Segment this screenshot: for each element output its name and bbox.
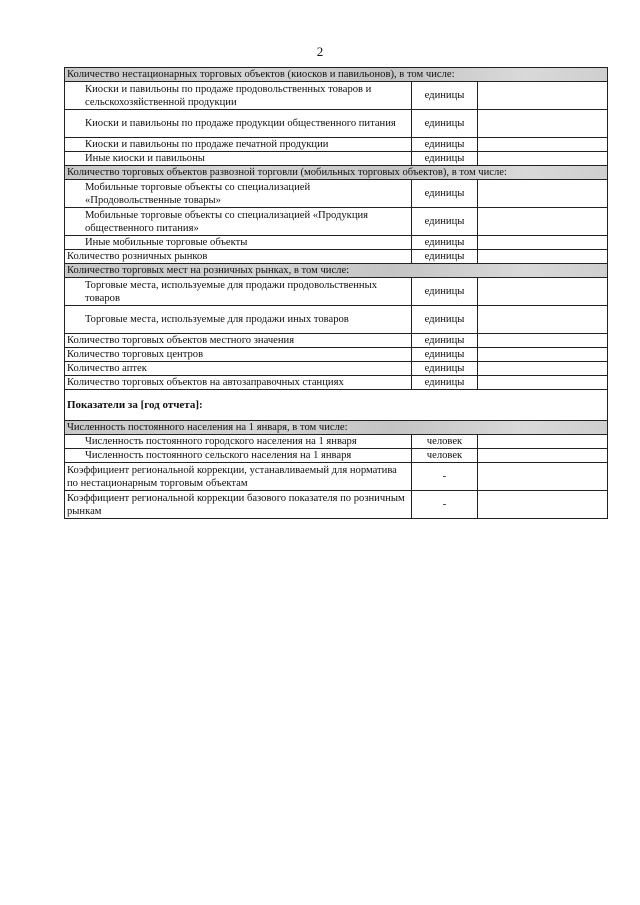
indicator-label: Количество торговых объектов местного значения — [65, 334, 412, 348]
indicator-label: Торговые места, используемые для продажи продовольственных товаров — [65, 278, 412, 306]
unit-cell: единицы — [412, 82, 478, 110]
indicator-label: Количество торговых центров — [65, 348, 412, 362]
table-row — [65, 138, 608, 152]
value-cell[interactable] — [478, 250, 608, 264]
unit-cell: единицы — [412, 376, 478, 390]
table-row — [65, 250, 608, 264]
indicator-label: Мобильные торговые объекты со специализацией «Продовольственные товары» — [65, 180, 412, 208]
unit-cell: единицы — [412, 152, 478, 166]
value-cell[interactable] — [478, 376, 608, 390]
section-header-label: Численность постоянного населения на 1 января, в том числе: — [65, 421, 608, 435]
unit-cell: единицы — [412, 208, 478, 236]
unit-cell: единицы — [412, 278, 478, 306]
table-row — [65, 348, 608, 362]
value-cell[interactable] — [478, 348, 608, 362]
section-header-row — [65, 166, 608, 180]
indicator-label: Численность постоянного городского населения на 1 января — [65, 435, 412, 449]
indicators-table-body — [65, 68, 608, 519]
indicator-label: Киоски и павильоны по продаже продовольственных товаров и сельскохозяйственной продукции — [65, 82, 412, 110]
indicators-table — [64, 67, 608, 519]
value-cell[interactable] — [478, 435, 608, 449]
report-year-heading: Показатели за [год отчета]: — [65, 390, 608, 421]
indicator-label: Коэффициент региональной коррекции базового показателя по розничным рынкам — [65, 491, 412, 519]
value-cell[interactable] — [478, 236, 608, 250]
table-row — [65, 152, 608, 166]
indicator-label: Иные киоски и павильоны — [65, 152, 412, 166]
report-year-heading-row — [65, 390, 608, 421]
indicator-label: Торговые места, используемые для продажи иных товаров — [65, 306, 412, 334]
unit-cell: человек — [412, 435, 478, 449]
value-cell[interactable] — [478, 138, 608, 152]
table-row — [65, 110, 608, 138]
value-cell[interactable] — [478, 306, 608, 334]
unit-cell: единицы — [412, 138, 478, 152]
table-row — [65, 236, 608, 250]
value-cell[interactable] — [478, 82, 608, 110]
unit-cell: - — [412, 463, 478, 491]
section-header-label: Количество нестационарных торговых объектов (киосков и павильонов), в том числе: — [65, 68, 608, 82]
unit-cell: единицы — [412, 250, 478, 264]
unit-cell: единицы — [412, 362, 478, 376]
table-row — [65, 449, 608, 463]
table-row — [65, 362, 608, 376]
unit-cell: - — [412, 491, 478, 519]
table-row — [65, 306, 608, 334]
unit-cell: единицы — [412, 236, 478, 250]
table-row — [65, 463, 608, 491]
section-header-row — [65, 68, 608, 82]
indicator-label: Количество розничных рынков — [65, 250, 412, 264]
table-row — [65, 180, 608, 208]
unit-cell: человек — [412, 449, 478, 463]
value-cell[interactable] — [478, 362, 608, 376]
table-row — [65, 376, 608, 390]
indicator-label: Иные мобильные торговые объекты — [65, 236, 412, 250]
unit-cell: единицы — [412, 180, 478, 208]
indicator-label: Мобильные торговые объекты со специализацией «Продукция общественного питания» — [65, 208, 412, 236]
unit-cell: единицы — [412, 334, 478, 348]
value-cell[interactable] — [478, 491, 608, 519]
indicator-label: Коэффициент региональной коррекции, устанавливаемый для норматива по нестационарным торговым объектам — [65, 463, 412, 491]
table-row — [65, 435, 608, 449]
value-cell[interactable] — [478, 449, 608, 463]
value-cell[interactable] — [478, 152, 608, 166]
value-cell[interactable] — [478, 110, 608, 138]
table-row — [65, 278, 608, 306]
value-cell[interactable] — [478, 278, 608, 306]
value-cell[interactable] — [478, 463, 608, 491]
section-header-label: Количество торговых мест на розничных рынках, в том числе: — [65, 264, 608, 278]
unit-cell: единицы — [412, 348, 478, 362]
indicator-label: Численность постоянного сельского населения на 1 января — [65, 449, 412, 463]
value-cell[interactable] — [478, 334, 608, 348]
unit-cell: единицы — [412, 110, 478, 138]
section-header-row — [65, 264, 608, 278]
table-row — [65, 334, 608, 348]
section-header-label: Количество торговых объектов развозной торговли (мобильных торговых объектов), в том числе: — [65, 166, 608, 180]
indicator-label: Количество торговых объектов на автозаправочных станциях — [65, 376, 412, 390]
table-row — [65, 82, 608, 110]
indicator-label: Киоски и павильоны по продаже продукции общественного питания — [65, 110, 412, 138]
indicator-label: Киоски и павильоны по продаже печатной продукции — [65, 138, 412, 152]
section-header-row — [65, 421, 608, 435]
unit-cell: единицы — [412, 306, 478, 334]
indicator-label: Количество аптек — [65, 362, 412, 376]
value-cell[interactable] — [478, 180, 608, 208]
table-row — [65, 491, 608, 519]
page-number: 2 — [316, 44, 324, 59]
value-cell[interactable] — [478, 208, 608, 236]
table-row — [65, 208, 608, 236]
